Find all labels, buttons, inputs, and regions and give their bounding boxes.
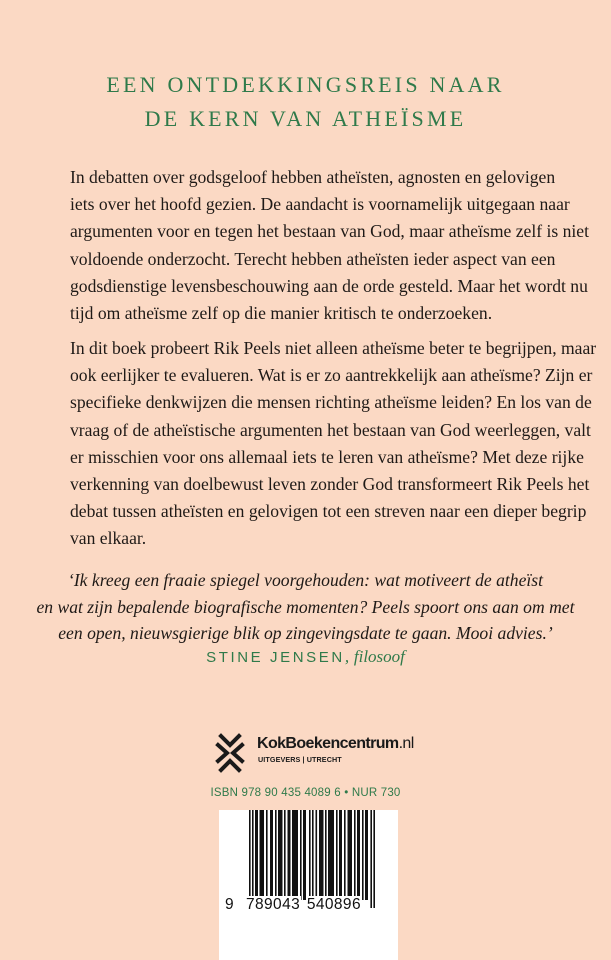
publisher-name: [257, 735, 414, 753]
text-line: godsdienstige levensbeschouwing aan de orde gesteld. Maar het wordt nu: [70, 275, 588, 296]
blurb-paragraph-1: [70, 164, 589, 327]
headline: [0, 68, 611, 136]
barcode-digits: [225, 896, 395, 914]
barcode-lead-digit: 9: [225, 896, 245, 914]
quote-separator: ,: [344, 647, 350, 666]
publisher-subtitle: UITGEVERS | UTRECHT: [258, 755, 342, 764]
barcode-bars-icon: [249, 810, 375, 908]
quote-line: een open, nieuwsgierige blik op zingevingsdate te gaan. Mooi advies.’: [58, 623, 553, 643]
text-line: vraag of de atheïstische argumenten het bestaan van God weerleggen, valt: [70, 419, 591, 440]
text-line: tijd om atheïsme zelf op die manier kritisch te onderzoeken.: [70, 303, 493, 324]
text-line: argumenten voor en tegen het bestaan van God, maar atheïsme zelf is niet: [70, 221, 589, 242]
quote-author-role: filosoof: [353, 647, 405, 666]
text-line: van elkaar.: [70, 528, 147, 549]
barcode-group-1: 789043: [246, 896, 301, 913]
text-line: In dit boek probeert Rik Peels niet alleen atheïsme beter te begrijpen, maar: [70, 338, 597, 358]
blurb-paragraph-2: [70, 335, 597, 553]
barcode: [219, 810, 398, 960]
quote-line: ‘Ik kreeg een fraaie spiegel voorgehouden: wat motiveert de atheïst: [67, 570, 544, 590]
isbn-nur-line: ISBN 978 90 435 4089 6 • NUR 730: [210, 787, 401, 799]
publisher-logo: [215, 733, 415, 777]
quote-attribution: [0, 647, 611, 667]
quote-line: en wat zijn bepalende biografische momenten? Peels spoort ons aan om met: [36, 596, 575, 617]
quote-author: STINE JENSEN: [206, 649, 345, 666]
kokboekencentrum-star-icon: [215, 733, 245, 773]
headline-line-1: EEN ONTDEKKINGSREIS NAAR: [106, 72, 505, 97]
endorsement-quote: [0, 567, 611, 647]
text-line: ook eerlijker te evalueren. Wat is er zo aantrekkelijk aan atheïsme? Zijn er: [70, 365, 593, 386]
text-line: debat tussen atheïsten en gelovigen tot een streven naar een dieper begrip: [70, 501, 587, 522]
text-line: In debatten over godsgeloof hebben atheïsten, agnosten en gelovigen: [70, 167, 556, 187]
text-line: verkenning van doelbewust leven zonder God transformeert Rik Peels het: [70, 474, 590, 495]
barcode-group-2: 540896: [306, 896, 361, 913]
text-line: voldoende onderzocht. Terecht hebben atheïsten ieder aspect van een: [70, 248, 556, 269]
text-line: er misschien voor ons allemaal iets te leren van atheïsme? Met deze rijke: [70, 446, 584, 467]
publisher-tld: .nl: [398, 735, 414, 752]
headline-line-2: DE KERN VAN ATHEÏSME: [144, 106, 467, 131]
text-line: specifieke denkwijzen die mensen richting atheïsme leiden? En los van de: [70, 392, 592, 413]
text-line: iets over het hoofd gezien. De aandacht is voornamelijk uitgegaan naar: [70, 194, 570, 215]
publisher-name-text: KokBoekencentrum: [257, 735, 399, 752]
